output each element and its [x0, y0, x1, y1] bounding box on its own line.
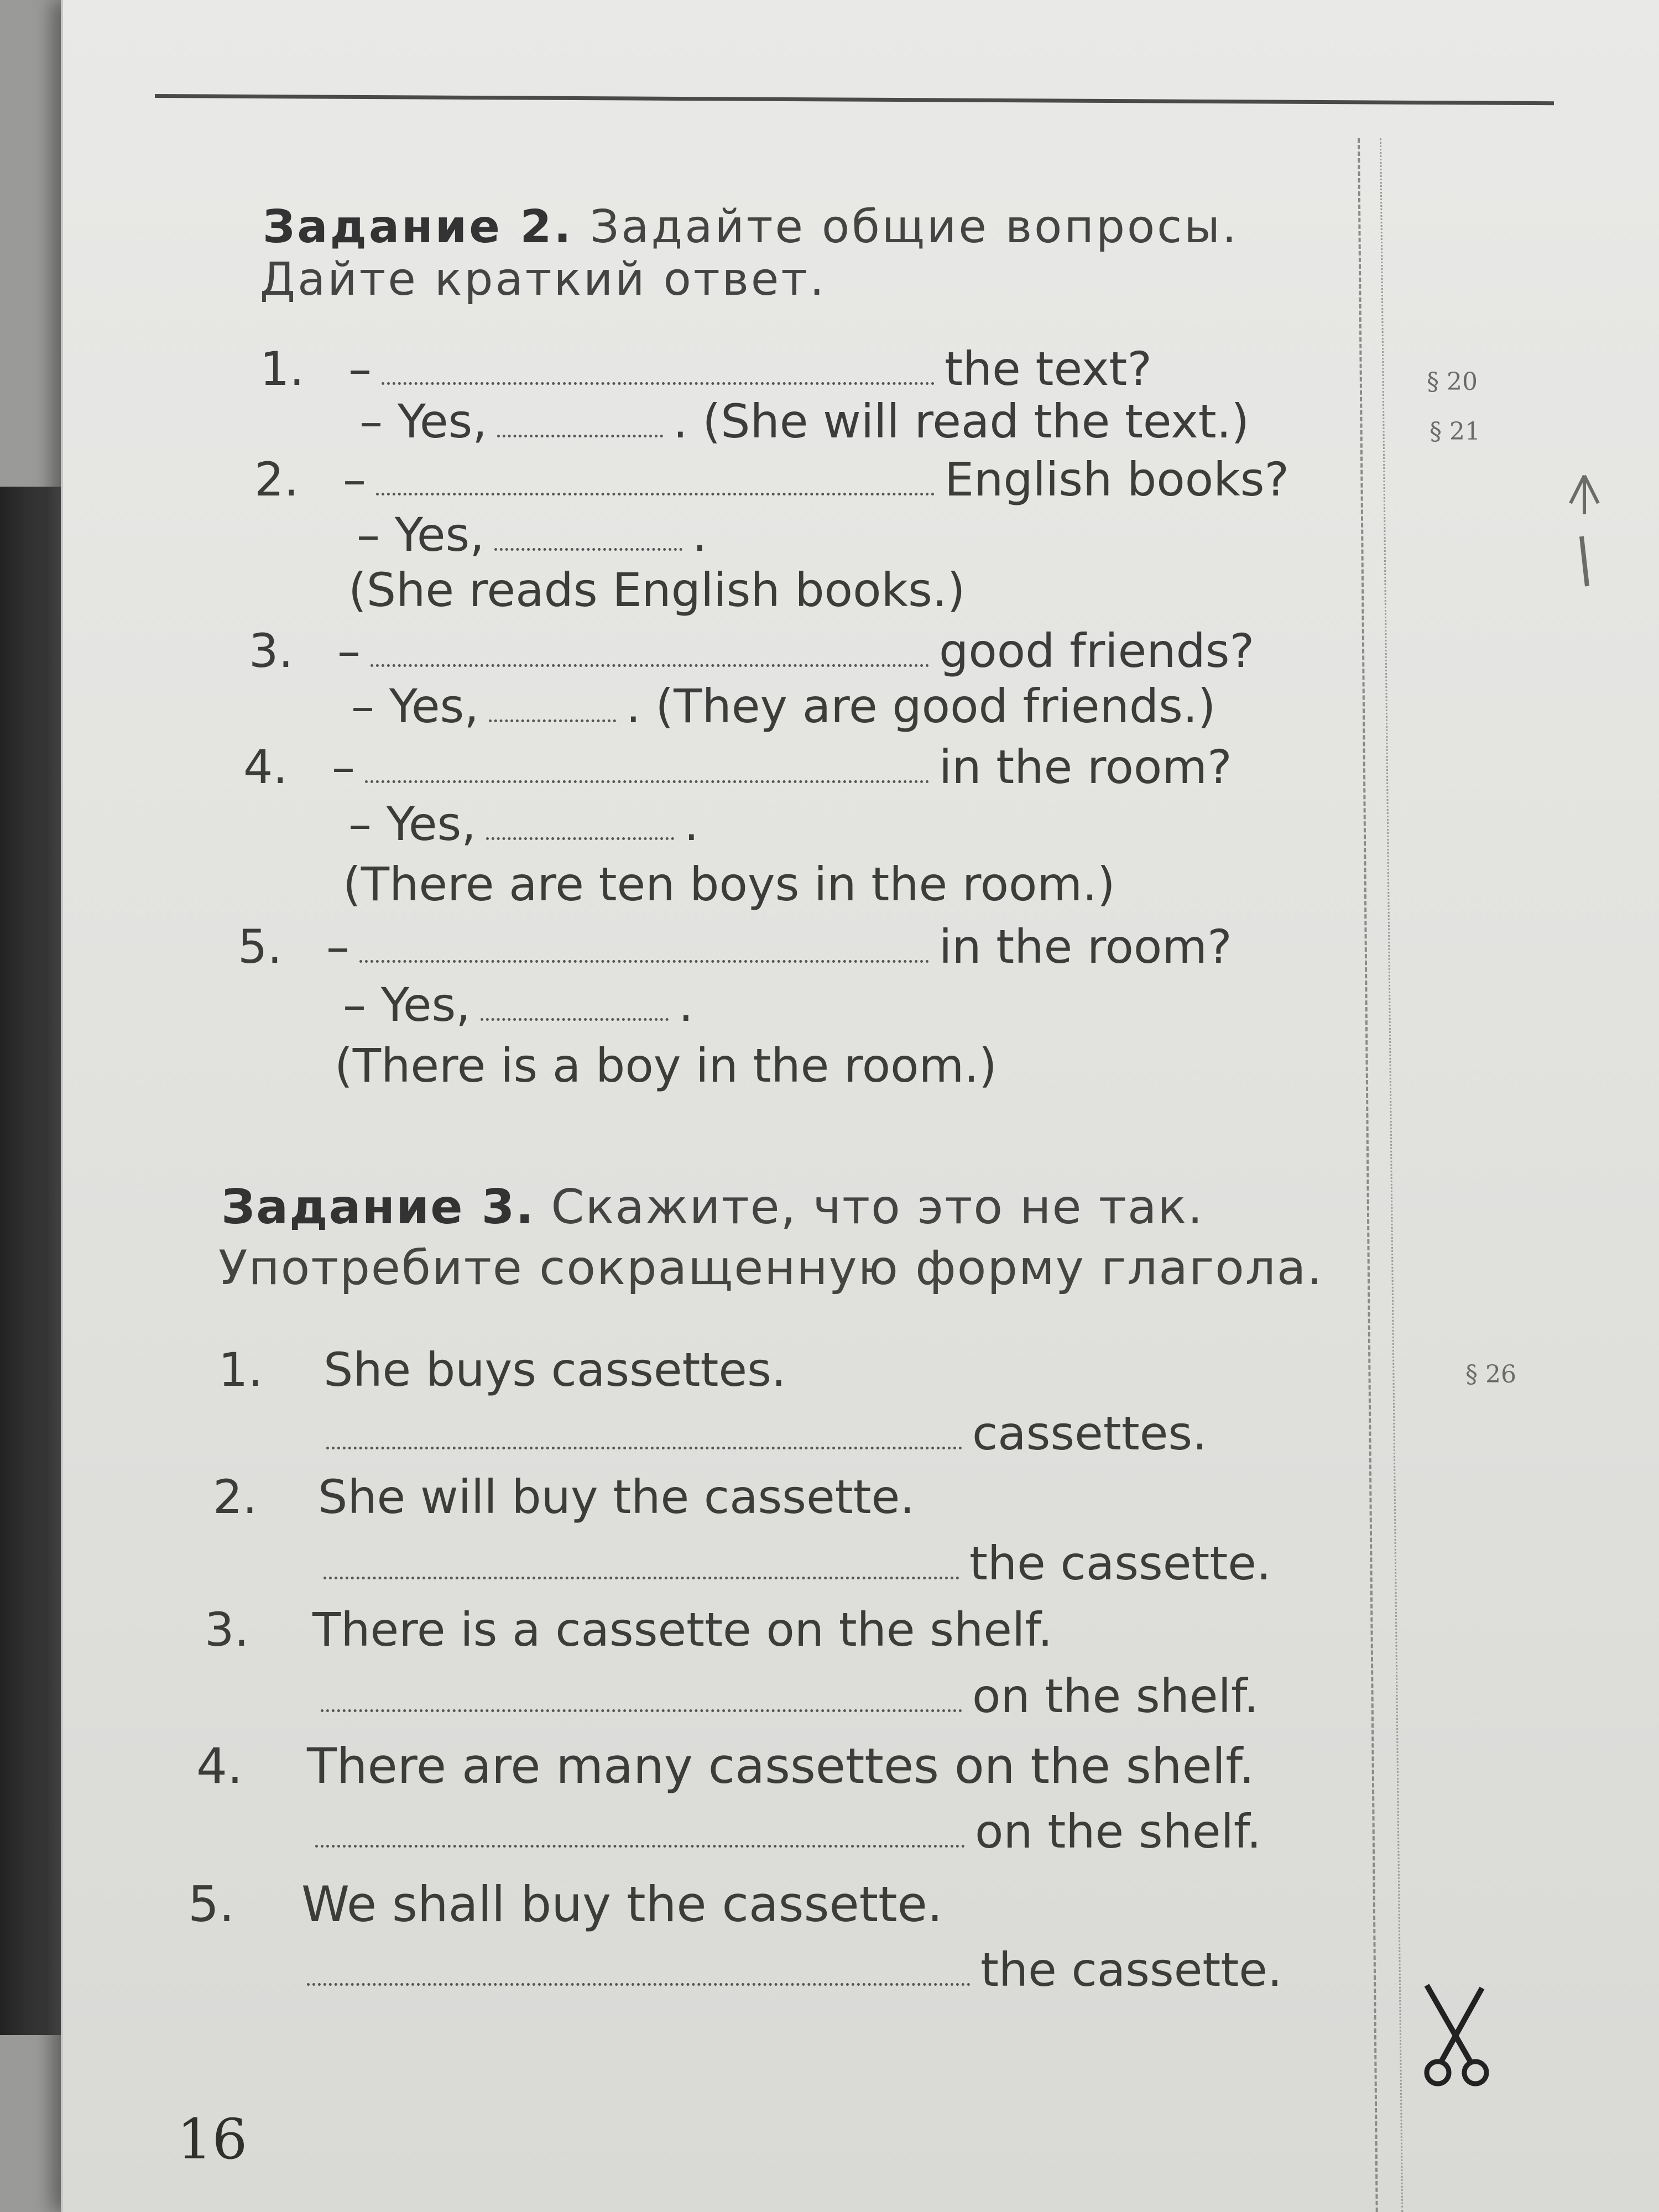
margin-ref-20: § 20: [1427, 368, 1478, 396]
item-number: 2.: [213, 1470, 258, 1524]
task2-item2-answer: [357, 508, 707, 562]
cut-line: [1358, 138, 1378, 2212]
answer-blank[interactable]: [382, 377, 935, 385]
task3-heading-line2: Употребите сокращенную форму глагола.: [218, 1240, 1323, 1296]
task3-item1-sentence: [218, 1343, 786, 1397]
task2-heading-line1: [263, 201, 1239, 253]
answer-end: . (She will read the text.): [673, 394, 1250, 448]
answer-end: . (They are good friends.): [626, 679, 1216, 733]
short-answer-blank[interactable]: [489, 714, 616, 722]
question-end: English books?: [945, 452, 1290, 507]
task2-label: Задание 2.: [263, 201, 573, 253]
dash: –: [326, 920, 349, 974]
margin-arrow-mark: [1559, 465, 1609, 594]
sentence-text: She will buy the cassette.: [318, 1470, 915, 1524]
task2-item5-question: [238, 920, 1232, 974]
answer-blank[interactable]: [376, 487, 935, 495]
task3-heading-line1: [221, 1180, 1204, 1235]
answer-blank[interactable]: [359, 954, 929, 963]
item-number: 3.: [249, 624, 294, 678]
margin-ref-21: § 21: [1430, 418, 1480, 446]
item-number: 2.: [254, 452, 299, 507]
task3-label: Задание 3.: [221, 1180, 535, 1235]
task3-item5-answer: [307, 1943, 1282, 1997]
short-answer-blank[interactable]: [481, 1013, 669, 1021]
item-number: 4.: [196, 1738, 243, 1794]
dash: –: [332, 740, 355, 794]
short-answer-blank[interactable]: [497, 429, 663, 437]
answer-end: on the shelf.: [972, 1669, 1259, 1723]
answer-end: .: [692, 508, 707, 562]
task2-item4-answer: [348, 797, 699, 851]
dash: –: [343, 452, 366, 507]
task2-item5-note: (There is a boy in the room.): [335, 1039, 997, 1093]
task2-item1-question: [260, 342, 1152, 396]
task3-item3-sentence: [205, 1603, 1053, 1657]
sentence-text: There are many cassettes on the shelf.: [307, 1738, 1255, 1794]
answer-blank[interactable]: [307, 1978, 971, 1986]
task3-item4-sentence: [196, 1738, 1255, 1794]
task3-item5-sentence: [188, 1876, 943, 1933]
task2-instruction: Задайте общие вопросы.: [589, 201, 1239, 253]
answer-end: .: [679, 978, 693, 1032]
answer-end: on the shelf.: [975, 1804, 1262, 1859]
question-end: in the room?: [939, 740, 1232, 794]
short-answer-blank[interactable]: [486, 832, 674, 840]
answer-start: – Yes,: [357, 508, 484, 562]
scissors-icon: [1416, 1980, 1499, 2093]
task2-item5-answer: [343, 978, 693, 1032]
answer-start: – Yes,: [348, 797, 476, 851]
question-end: in the room?: [939, 920, 1232, 974]
answer-end: .: [684, 797, 699, 851]
answer-blank[interactable]: [365, 775, 929, 783]
question-end: the text?: [945, 342, 1152, 396]
question-end: good friends?: [939, 624, 1255, 678]
answer-blank[interactable]: [324, 1571, 959, 1579]
answer-blank[interactable]: [315, 1839, 965, 1848]
task3-item3-answer: [321, 1669, 1259, 1723]
item-number: 5.: [188, 1876, 234, 1933]
dash: –: [337, 624, 361, 678]
item-number: 3.: [205, 1603, 249, 1657]
page-number: 16: [177, 2107, 248, 2172]
task3-item4-answer: [315, 1804, 1262, 1859]
short-answer-blank[interactable]: [494, 542, 682, 551]
task2-item4-question: [243, 740, 1232, 794]
task3-item2-answer: [324, 1536, 1271, 1590]
task3-instruction: Скажите, что это не так.: [551, 1180, 1204, 1235]
answer-start: – Yes,: [343, 978, 471, 1032]
answer-blank[interactable]: [371, 659, 929, 667]
task2-item3-question: [249, 624, 1255, 678]
sentence-text: There is a cassette on the shelf.: [312, 1603, 1053, 1657]
task2-item4-note: (There are ten boys in the room.): [343, 857, 1115, 911]
task2-item2-note: (She reads English books.): [348, 563, 966, 617]
answer-start: – Yes,: [359, 394, 487, 448]
sentence-text: We shall buy the cassette.: [301, 1876, 943, 1933]
item-number: 4.: [243, 740, 288, 794]
task2-item3-answer: [351, 679, 1216, 733]
answer-end: the cassette.: [969, 1536, 1271, 1590]
dash: –: [348, 342, 372, 396]
answer-start: – Yes,: [351, 679, 479, 733]
sentence-text: She buys cassettes.: [324, 1343, 786, 1397]
top-rule: [155, 94, 1554, 105]
answer-end: the cassette.: [980, 1943, 1282, 1997]
answer-blank[interactable]: [321, 1704, 962, 1712]
task2-heading-line2: Дайте краткий ответ.: [260, 253, 827, 306]
task3-item2-sentence: [213, 1470, 915, 1524]
cut-line-secondary: [1380, 138, 1403, 2212]
task2-item1-answer: [359, 394, 1250, 448]
item-number: 5.: [238, 920, 283, 974]
task3-item1-answer: [326, 1406, 1207, 1460]
answer-end: cassettes.: [972, 1406, 1207, 1460]
answer-blank[interactable]: [326, 1441, 962, 1449]
task2-item2-question: [254, 452, 1290, 507]
item-number: 1.: [218, 1343, 263, 1397]
item-number: 1.: [260, 342, 305, 396]
margin-ref-26: § 26: [1465, 1360, 1516, 1389]
